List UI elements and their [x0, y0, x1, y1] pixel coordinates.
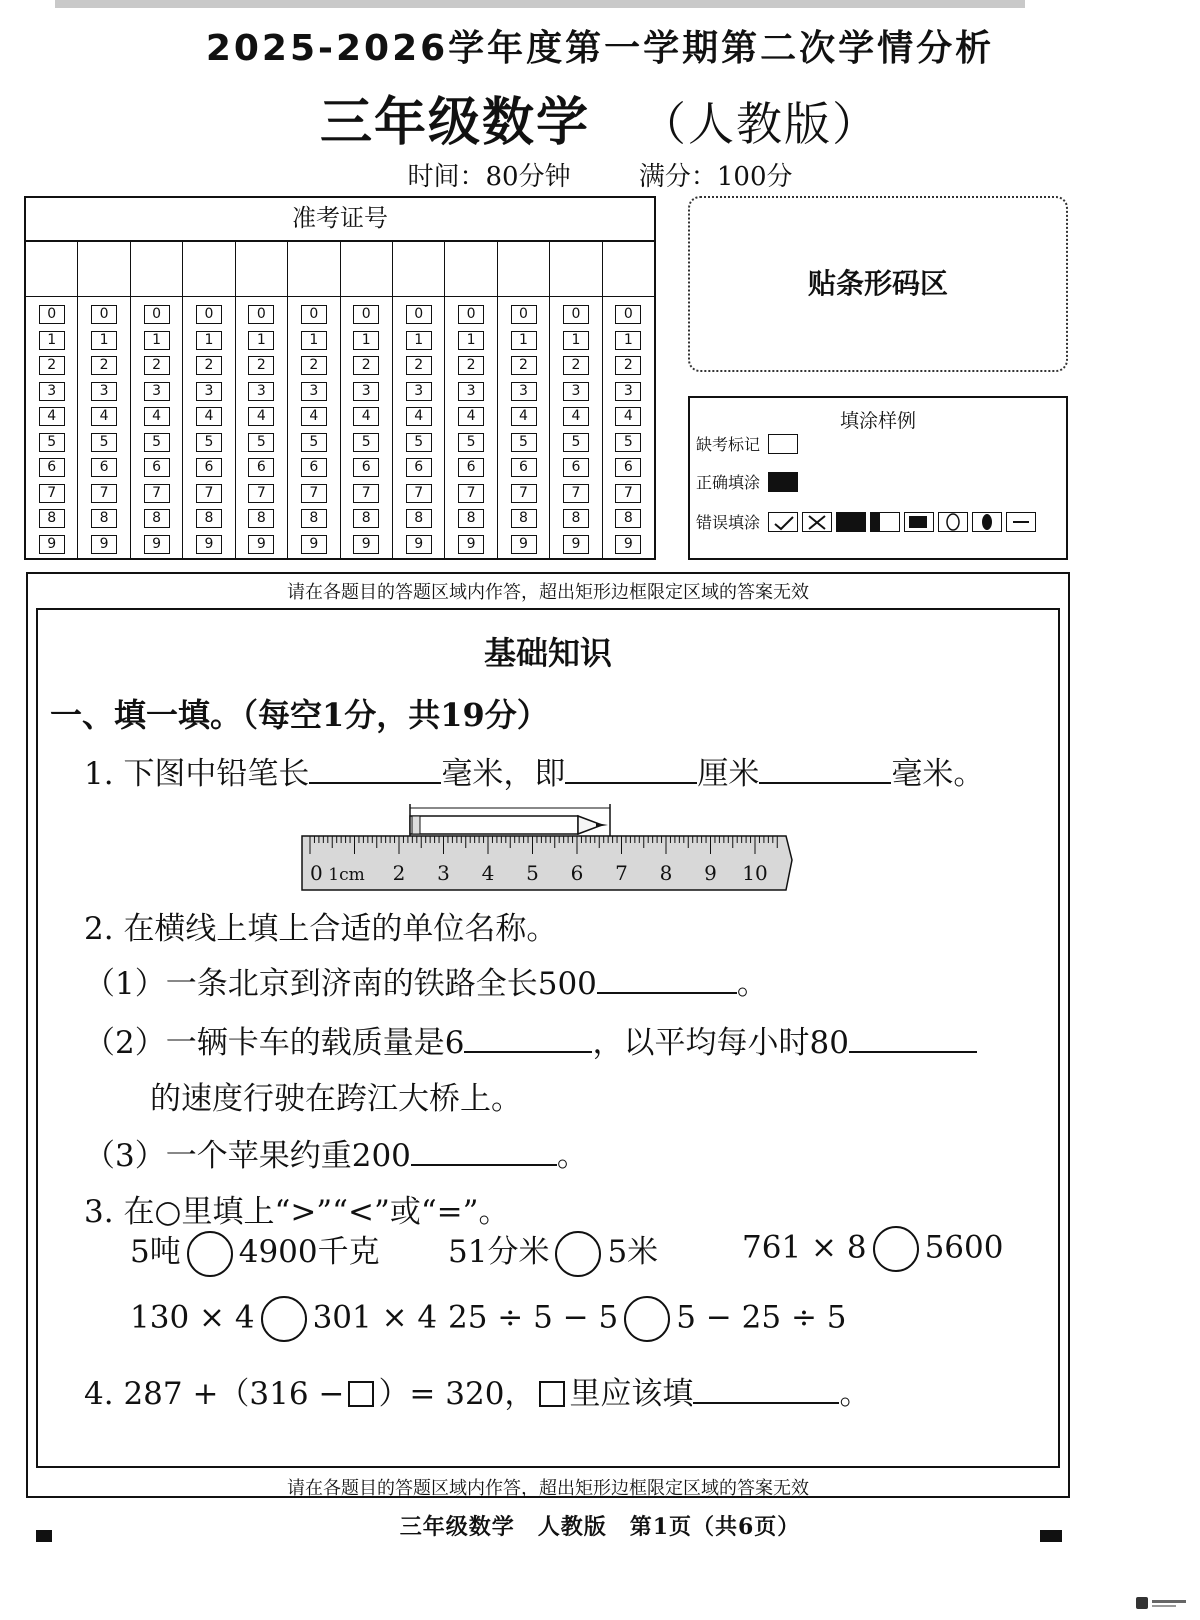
fill-sample-box	[688, 396, 1068, 560]
question-2	[84, 903, 557, 948]
digit-bubble[interactable]: 1	[458, 331, 484, 350]
exam-title: 2025-2026学年度第一学期第二次学情分析	[205, 28, 995, 69]
digit-bubble[interactable]: 6	[406, 458, 432, 477]
q1-blank-3[interactable]	[759, 756, 891, 784]
correct-fill-example	[768, 472, 798, 492]
q2-2-text-c: 的速度行驶在跨江大桥上。	[150, 1081, 522, 1117]
subject-name: 三年级数学	[319, 92, 590, 153]
digit-bubble[interactable]: 6	[563, 458, 589, 477]
digit-bubble[interactable]: 9	[91, 535, 117, 554]
admission-column	[288, 242, 340, 560]
digit-bubble[interactable]: 5	[511, 433, 537, 452]
q4-end: 。	[839, 1376, 871, 1412]
digit-bubble[interactable]: 9	[563, 535, 589, 554]
q1-text-a: 下图中铅笔长	[123, 756, 310, 792]
digit-bubble[interactable]: 8	[39, 509, 65, 528]
compare-4-circle[interactable]	[261, 1296, 307, 1342]
q2-1-text: 一条北京到济南的铁路全长500	[165, 966, 597, 1002]
admission-digit-write-cell[interactable]	[131, 242, 182, 297]
digit-bubble[interactable]: 4	[91, 407, 117, 426]
part1-heading: 一、填一填。（每空1分，共19分）	[50, 696, 549, 734]
digit-bubble[interactable]: 8	[301, 509, 327, 528]
digit-bubble[interactable]: 0	[144, 305, 170, 324]
admission-digit-write-cell[interactable]	[603, 242, 654, 297]
q4-number: 4.	[84, 1376, 114, 1412]
digit-bubble[interactable]: 7	[39, 484, 65, 503]
admission-column	[341, 242, 393, 560]
digit-bubble[interactable]: 7	[91, 484, 117, 503]
digit-bubble[interactable]: 5	[563, 433, 589, 452]
wrong-overfill-icon	[836, 512, 866, 532]
digit-bubble[interactable]: 7	[301, 484, 327, 503]
digit-bubble[interactable]: 2	[353, 356, 379, 375]
digit-bubble[interactable]: 5	[615, 433, 641, 452]
admission-digit-write-cell[interactable]	[445, 242, 496, 297]
digit-bubble[interactable]: 7	[406, 484, 432, 503]
digit-bubble[interactable]: 1	[353, 331, 379, 350]
digit-bubble[interactable]: 5	[248, 433, 274, 452]
absent-mark-label: 缺考标记	[696, 435, 761, 454]
digit-bubble[interactable]: 0	[301, 305, 327, 324]
digit-bubble[interactable]: 3	[91, 382, 117, 401]
digit-bubble[interactable]: 1	[511, 331, 537, 350]
digit-bubble[interactable]: 8	[196, 509, 222, 528]
compare-5-left: 25 ÷ 5 − 5	[448, 1299, 619, 1336]
wrong-oval-icon	[938, 512, 968, 532]
digit-bubble[interactable]: 2	[563, 356, 589, 375]
digit-bubble[interactable]: 1	[39, 331, 65, 350]
digit-bubble[interactable]: 2	[406, 356, 432, 375]
admission-column	[603, 242, 654, 560]
admission-digit-write-cell[interactable]	[393, 242, 444, 297]
digit-bubble[interactable]: 2	[301, 356, 327, 375]
digit-bubble[interactable]: 7	[248, 484, 274, 503]
q1-text-d: 毫米。	[891, 756, 985, 792]
q2-3-end: 。	[556, 1138, 588, 1174]
digit-bubbles	[131, 297, 182, 558]
digit-bubble[interactable]: 5	[458, 433, 484, 452]
digit-bubble[interactable]: 3	[301, 382, 327, 401]
digit-bubble[interactable]: 7	[511, 484, 537, 503]
digit-bubble[interactable]: 2	[91, 356, 117, 375]
q4-text-c: 里应该填	[569, 1376, 694, 1412]
digit-bubble[interactable]: 3	[406, 382, 432, 401]
digit-bubble[interactable]: 5	[144, 433, 170, 452]
q3-number: 3.	[84, 1194, 114, 1230]
digit-bubble[interactable]: 4	[301, 407, 327, 426]
digit-bubble[interactable]: 7	[615, 484, 641, 503]
admission-column	[131, 242, 183, 560]
q4-text-b: ）= 320，	[378, 1376, 536, 1412]
digit-bubble[interactable]: 3	[248, 382, 274, 401]
question-4	[84, 1368, 870, 1413]
q2-1-end: 。	[736, 966, 768, 1002]
digit-bubble[interactable]: 0	[563, 305, 589, 324]
digit-bubbles	[445, 297, 496, 558]
ruler-label: 7	[615, 861, 628, 885]
ruler-label: 1cm	[328, 865, 365, 885]
q4-square-2	[539, 1381, 565, 1407]
compare-5-right: 5 − 25 ÷ 5	[676, 1299, 847, 1336]
digit-bubbles	[550, 297, 601, 558]
q4-blank[interactable]	[693, 1376, 839, 1404]
compare-item-3	[742, 1226, 1003, 1272]
digit-bubble[interactable]: 1	[301, 331, 327, 350]
q1-number: 1.	[84, 756, 114, 792]
wrong-cross-icon	[802, 512, 832, 532]
correct-fill-label: 正确填涂	[696, 473, 761, 492]
digit-bubble[interactable]: 9	[196, 535, 222, 554]
digit-bubble[interactable]: 7	[144, 484, 170, 503]
compare-2-left: 51分米	[448, 1234, 550, 1270]
q1-blank-1[interactable]	[309, 756, 441, 784]
digit-bubble[interactable]: 4	[406, 407, 432, 426]
admission-digit-write-cell[interactable]	[341, 242, 392, 297]
digit-bubble[interactable]: 6	[39, 458, 65, 477]
digit-bubble[interactable]: 6	[144, 458, 170, 477]
digit-bubble[interactable]: 2	[39, 356, 65, 375]
compare-3-right: 5600	[924, 1229, 1004, 1266]
digit-bubble[interactable]: 5	[406, 433, 432, 452]
digit-bubble[interactable]: 4	[615, 407, 641, 426]
digit-bubble[interactable]: 3	[39, 382, 65, 401]
pencil-icon	[410, 804, 610, 836]
digit-bubble[interactable]: 3	[511, 382, 537, 401]
q2-3-blank[interactable]	[411, 1138, 557, 1166]
top-scan-strip	[55, 0, 1025, 8]
digit-bubble[interactable]: 9	[39, 535, 65, 554]
digit-bubble[interactable]: 5	[39, 433, 65, 452]
admission-digit-write-cell[interactable]	[236, 242, 287, 297]
digit-bubble[interactable]: 8	[615, 509, 641, 528]
digit-bubbles	[288, 297, 339, 558]
digit-bubble[interactable]: 6	[458, 458, 484, 477]
digit-bubble[interactable]: 8	[458, 509, 484, 528]
digit-bubble[interactable]: 0	[615, 305, 641, 324]
compare-3-left: 761 × 8	[742, 1229, 867, 1266]
digit-bubble[interactable]: 2	[248, 356, 274, 375]
section-title: 基础知识	[483, 634, 612, 672]
digit-bubble[interactable]: 5	[301, 433, 327, 452]
digit-bubble[interactable]: 0	[458, 305, 484, 324]
digit-bubbles	[393, 297, 444, 558]
digit-bubble[interactable]: 6	[353, 458, 379, 477]
digit-bubble[interactable]: 8	[248, 509, 274, 528]
wrong-dash-icon	[1006, 512, 1036, 532]
digit-bubbles	[78, 297, 129, 558]
digit-bubble[interactable]: 4	[563, 407, 589, 426]
admission-column	[183, 242, 235, 560]
digit-bubble[interactable]: 9	[353, 535, 379, 554]
wrong-fill-examples	[768, 512, 1040, 532]
digit-bubble[interactable]: 4	[353, 407, 379, 426]
digit-bubble[interactable]: 3	[563, 382, 589, 401]
digit-bubble[interactable]: 7	[563, 484, 589, 503]
wrong-halffill-icon	[870, 512, 900, 532]
compare-5-circle[interactable]	[624, 1296, 670, 1342]
admission-number-grid	[24, 196, 656, 560]
digit-bubble[interactable]: 3	[353, 382, 379, 401]
compare-4-left: 130 × 4	[130, 1299, 255, 1336]
wrong-dot-icon	[972, 512, 1002, 532]
digit-bubble[interactable]: 9	[248, 535, 274, 554]
digit-bubble[interactable]: 6	[511, 458, 537, 477]
ruler-label: 0	[310, 861, 323, 885]
compare-item-1	[130, 1226, 380, 1277]
digit-bubbles	[236, 297, 287, 558]
digit-bubble[interactable]: 4	[196, 407, 222, 426]
digit-bubble[interactable]: 6	[301, 458, 327, 477]
digit-bubble[interactable]: 9	[511, 535, 537, 554]
compare-1-left: 5吨	[130, 1234, 181, 1270]
admission-digit-write-cell[interactable]	[78, 242, 129, 297]
ruler-label: 4	[481, 861, 495, 885]
q2-2-blank-2[interactable]	[849, 1025, 977, 1053]
compare-1-circle[interactable]	[187, 1231, 233, 1277]
q2-2-blank-1[interactable]	[464, 1025, 592, 1053]
digit-bubble[interactable]: 4	[458, 407, 484, 426]
digit-bubble[interactable]: 1	[144, 331, 170, 350]
digit-bubble[interactable]: 8	[353, 509, 379, 528]
digit-bubble[interactable]: 0	[406, 305, 432, 324]
digit-bubble[interactable]: 6	[615, 458, 641, 477]
admission-number-label: 准考证号	[26, 198, 654, 242]
compare-2-right: 5米	[607, 1234, 659, 1270]
q1-text-b: 毫米，即	[441, 756, 566, 792]
digit-bubble[interactable]: 9	[615, 535, 641, 554]
q1-text-c: 厘米	[697, 756, 760, 792]
digit-bubbles	[183, 297, 234, 558]
digit-bubble[interactable]: 1	[248, 331, 274, 350]
digit-bubble[interactable]: 6	[196, 458, 222, 477]
digit-bubble[interactable]: 8	[144, 509, 170, 528]
admission-column	[78, 242, 130, 560]
edition-label: （人教版）	[640, 97, 880, 151]
q2-2-text-b: ，以平均每小时80	[592, 1025, 849, 1061]
admission-column	[26, 242, 78, 560]
digit-bubble[interactable]: 9	[458, 535, 484, 554]
ruler-label: 9	[704, 861, 717, 885]
digit-bubble[interactable]: 7	[458, 484, 484, 503]
compare-item-2	[448, 1226, 658, 1277]
question-2-2	[84, 1017, 977, 1062]
compare-2-circle[interactable]	[555, 1231, 601, 1277]
q2-2-tag: （2）	[84, 1025, 166, 1061]
digit-bubble[interactable]: 1	[91, 331, 117, 350]
exam-info	[0, 156, 1200, 193]
digit-bubble[interactable]: 6	[91, 458, 117, 477]
q2-3-tag: （3）	[84, 1138, 166, 1174]
scanner-logo-icon	[1136, 1596, 1188, 1613]
digit-bubbles	[341, 297, 392, 558]
digit-bubbles	[26, 297, 77, 558]
absent-mark-row	[696, 432, 798, 455]
q2-1-blank[interactable]	[597, 966, 737, 994]
digit-bubble[interactable]: 0	[39, 305, 65, 324]
q2-number: 2.	[84, 911, 114, 947]
admission-digit-write-cell[interactable]	[288, 242, 339, 297]
ruler-icon	[302, 836, 792, 890]
wrong-fill-label: 错误填涂	[696, 513, 761, 532]
digit-bubble[interactable]: 2	[615, 356, 641, 375]
digit-bubble[interactable]: 8	[406, 509, 432, 528]
digit-bubbles	[603, 297, 654, 558]
admission-column	[550, 242, 602, 560]
question-2-1	[84, 958, 768, 1003]
digit-bubble[interactable]: 1	[563, 331, 589, 350]
digit-bubble[interactable]: 4	[39, 407, 65, 426]
ruler-label: 5	[526, 861, 539, 885]
absent-mark-box[interactable]	[768, 434, 798, 454]
digit-bubble[interactable]: 9	[406, 535, 432, 554]
digit-bubble[interactable]: 1	[196, 331, 222, 350]
digit-bubble[interactable]: 8	[511, 509, 537, 528]
question-2-3	[84, 1130, 588, 1175]
q3-text: 在○里填上“>”“<”或“=”。	[123, 1194, 510, 1230]
answer-notice-top: 请在各题目的答题区域内作答，超出矩形边框限定区域的答案无效	[287, 582, 809, 603]
q1-blank-2[interactable]	[565, 756, 697, 784]
page-footer: 三年级数学 人教版 第1页（共6页）	[399, 1514, 801, 1540]
digit-bubble[interactable]: 3	[458, 382, 484, 401]
digit-bubble[interactable]: 0	[91, 305, 117, 324]
digit-bubble[interactable]: 2	[458, 356, 484, 375]
digit-bubble[interactable]: 0	[511, 305, 537, 324]
digit-bubble[interactable]: 5	[91, 433, 117, 452]
digit-bubble[interactable]: 9	[144, 535, 170, 554]
digit-bubble[interactable]: 0	[353, 305, 379, 324]
fill-sample-title: 填涂样例	[839, 410, 916, 432]
correct-fill-row	[696, 470, 798, 493]
digit-bubble[interactable]: 5	[353, 433, 379, 452]
digit-bubble[interactable]: 4	[511, 407, 537, 426]
digit-bubble[interactable]: 3	[144, 382, 170, 401]
q2-1-tag: （1）	[84, 966, 166, 1002]
digit-bubble[interactable]: 0	[196, 305, 222, 324]
digit-bubble[interactable]: 6	[248, 458, 274, 477]
ruler-label: 6	[570, 861, 584, 885]
question-1	[84, 748, 984, 793]
digit-bubble[interactable]: 1	[615, 331, 641, 350]
digit-bubbles	[498, 297, 549, 558]
ruler-label: 2	[392, 861, 406, 885]
digit-bubble[interactable]: 2	[196, 356, 222, 375]
admission-digit-write-cell[interactable]	[550, 242, 601, 297]
exam-score: 满分：100分	[638, 162, 793, 192]
exam-time: 时间：80分钟	[407, 162, 571, 192]
digit-bubble[interactable]: 0	[248, 305, 274, 324]
ruler-label: 3	[437, 861, 450, 885]
admission-column	[393, 242, 445, 560]
barcode-area: 贴条形码区	[688, 196, 1068, 372]
digit-bubble[interactable]: 5	[196, 433, 222, 452]
digit-bubble[interactable]: 9	[301, 535, 327, 554]
admission-columns	[26, 242, 654, 560]
alignment-mark-right	[1040, 1530, 1062, 1542]
digit-bubble[interactable]: 7	[196, 484, 222, 503]
digit-bubble[interactable]: 1	[406, 331, 432, 350]
digit-bubble[interactable]: 2	[144, 356, 170, 375]
admission-column	[236, 242, 288, 560]
wrong-check-icon	[768, 512, 798, 532]
admission-digit-write-cell[interactable]	[498, 242, 549, 297]
ruler-label: 8	[659, 861, 673, 885]
pencil-ruler-figure	[300, 800, 820, 894]
digit-bubble[interactable]: 3	[615, 382, 641, 401]
q2-3-text: 一个苹果约重200	[165, 1138, 411, 1174]
ruler-label: 10	[742, 861, 768, 885]
compare-1-right: 4900千克	[238, 1234, 380, 1270]
digit-bubble[interactable]: 8	[91, 509, 117, 528]
wrong-fill-row	[696, 510, 1040, 533]
digit-bubble[interactable]: 2	[511, 356, 537, 375]
digit-bubble[interactable]: 4	[144, 407, 170, 426]
subject-title	[0, 80, 1200, 155]
q2-2-text-a: 一辆卡车的载质量是6	[165, 1025, 465, 1061]
wrong-partial-icon	[904, 512, 934, 532]
q4-square-1	[348, 1381, 374, 1407]
admission-column	[498, 242, 550, 560]
digit-bubble[interactable]: 8	[563, 509, 589, 528]
digit-bubble[interactable]: 4	[248, 407, 274, 426]
q2-text: 在横线上填上合适的单位名称。	[123, 911, 558, 947]
question-3	[84, 1186, 510, 1231]
q4-text-a: 287 +（316 −	[123, 1376, 345, 1412]
compare-item-4	[130, 1296, 437, 1342]
compare-3-circle[interactable]	[873, 1226, 919, 1272]
digit-bubble[interactable]: 7	[353, 484, 379, 503]
compare-item-5	[448, 1296, 847, 1342]
digit-bubble[interactable]: 3	[196, 382, 222, 401]
admission-column	[445, 242, 497, 560]
admission-digit-write-cell[interactable]	[183, 242, 234, 297]
compare-4-right: 301 × 4	[312, 1299, 438, 1336]
admission-digit-write-cell[interactable]	[26, 242, 77, 297]
answer-notice-bottom: 请在各题目的答题区域内作答，超出矩形边框限定区域的答案无效	[287, 1478, 809, 1499]
